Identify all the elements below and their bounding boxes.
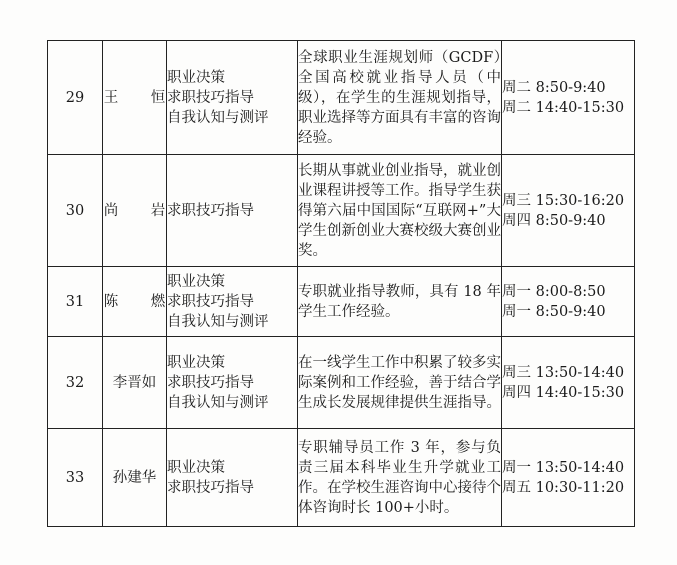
time-slot: 周一 13:50-14:40 <box>502 459 625 476</box>
guidance-area: 职业决策 <box>167 69 225 86</box>
counselor-name: 王 恒 <box>103 89 180 106</box>
guidance-area: 自我认知与测评 <box>167 109 269 126</box>
guidance-areas <box>167 41 298 155</box>
guidance-area: 求职技巧指导 <box>167 479 254 496</box>
time-slot: 周二 8:50-9:40 <box>502 79 606 96</box>
counselor-name: 陈 燃 <box>103 293 180 310</box>
guidance-area: 自我认知与测评 <box>167 394 269 411</box>
time-slot: 周五 10:30-11:20 <box>502 479 625 496</box>
guidance-areas <box>167 267 298 337</box>
table-row <box>48 267 635 337</box>
time-slot: 周三 15:30-16:20 <box>502 192 625 209</box>
guidance-areas <box>167 337 298 429</box>
time-slot: 周二 14:40-15:30 <box>502 99 625 116</box>
counselor-name: 李晋如 <box>112 374 157 391</box>
consultation-times <box>502 155 635 267</box>
time-slot: 周三 13:50-14:40 <box>502 364 625 381</box>
counselor-description: 长期从事就业创业指导，就业创业课程讲授等工作。指导学生获得第六届中国国际“互联网+”大学生创新创业大赛校级大赛创业奖。 <box>298 155 502 267</box>
guidance-area: 求职技巧指导 <box>167 374 254 391</box>
guidance-area: 职业决策 <box>167 273 225 290</box>
consultation-times <box>502 429 635 527</box>
table-row <box>48 429 635 527</box>
guidance-area: 职业决策 <box>167 354 225 371</box>
counselor-schedule-table <box>47 40 635 527</box>
guidance-area: 求职技巧指导 <box>167 89 254 106</box>
row-number: 30 <box>48 155 103 267</box>
guidance-areas <box>167 155 298 267</box>
counselor-description: 在一线学生工作中积累了较多实际案例和工作经验，善于结合学生成长发展规律提供生涯指导。 <box>298 337 502 429</box>
time-slot: 周四 14:40-15:30 <box>502 384 625 401</box>
time-slot: 周一 8:00-8:50 <box>502 283 606 300</box>
guidance-areas <box>167 429 298 527</box>
counselor-name: 尚 岩 <box>103 202 180 219</box>
counselor-name: 孙建华 <box>112 469 157 486</box>
guidance-area: 职业决策 <box>167 459 225 476</box>
counselor-description: 专职就业指导教师，具有 18 年学生工作经验。 <box>298 267 502 337</box>
table-row <box>48 155 635 267</box>
row-number: 29 <box>48 41 103 155</box>
counselor-description: 全球职业生涯规划师（GCDF）全国高校就业指导人员（中级），在学生的生涯规划指导，职业选择等方面具有丰富的咨询经验。 <box>298 41 502 155</box>
guidance-area: 求职技巧指导 <box>167 202 254 219</box>
time-slot: 周一 8:50-9:40 <box>502 303 606 320</box>
time-slot: 周四 8:50-9:40 <box>502 212 606 229</box>
consultation-times <box>502 337 635 429</box>
guidance-area: 求职技巧指导 <box>167 293 254 310</box>
table-row <box>48 41 635 155</box>
consultation-times <box>502 41 635 155</box>
counselor-description: 专职辅导员工作 3 年，参与负责三届本科毕业生升学就业工作。在学校生涯咨询中心接待个体咨询时长 100+小时。 <box>298 429 502 527</box>
consultation-times <box>502 267 635 337</box>
table-row <box>48 337 635 429</box>
guidance-area: 自我认知与测评 <box>167 313 269 330</box>
row-number: 31 <box>48 267 103 337</box>
row-number: 32 <box>48 337 103 429</box>
row-number: 33 <box>48 429 103 527</box>
